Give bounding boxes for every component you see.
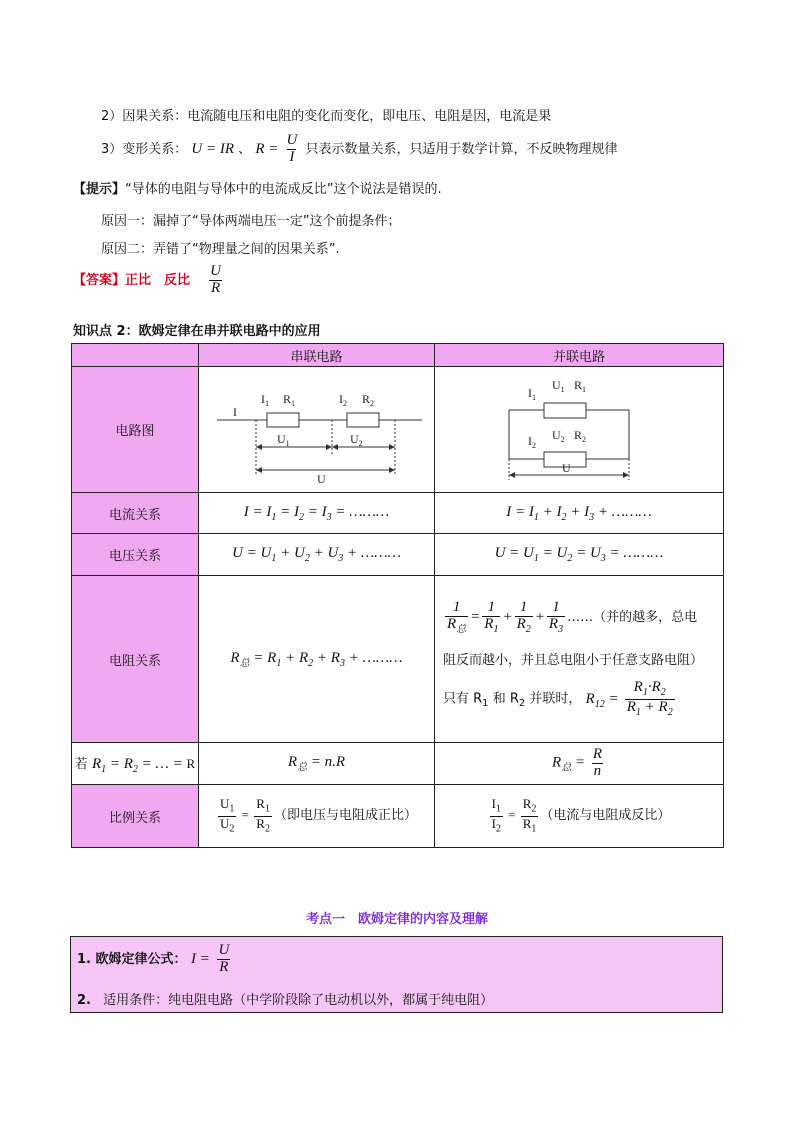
svg-text:I2: $I_2$ [528,433,536,450]
row-label-equal-resistors: 若 $R_1 = R_2$ = … = R [72,743,199,785]
transform-line: 3）变形关系： U = IR 、 R = $\frac{U}{I}$ 只表示数量关系，只适用于数学计算，不反映物理规律 [101,132,618,165]
reason-two: 原因二：弄错了“物理量之间的因果关系”. [101,242,340,257]
parallel-voltage-formula: $U = U_1 = U_2 = U_3$ = ……… [435,534,724,576]
svg-text:U1: $U_1$ [276,431,290,448]
series-current-formula: $I = I_1 = I_2 = I_3$ = ……… [199,493,435,534]
row-label-resistance: 电阻关系 [72,576,199,743]
parallel-resistance-note-2: 阻反而越小，并且总电阻小于任意支路电阻） [443,653,704,669]
transform-prefix: 3）变形关系： [101,141,188,157]
svg-text:R2: $R_2$ [361,391,374,408]
series-parallel-table [71,343,724,848]
parallel-equal-formula: $R_总$ = $\frac{R}{n}$ [435,743,724,785]
applicability-line [77,989,493,1008]
parallel-resistance-note-1: ……（并的越多，总电 [567,610,698,625]
series-ratio-cell: $\frac{U_1}{U_2}$ = $\frac{R_1}{R_2}$ （即电压与电阻成正比） [199,785,435,848]
transform-suffix: 只表示数量关系，只适用于数学计算，不反映物理规律 [305,141,618,157]
equal-label: 若 [74,756,88,772]
header-empty [72,344,199,367]
svg-text:I2: $I_2$ [338,391,347,408]
svg-text:U2: $U_2$ [349,431,363,448]
svg-text:R2: $R_2$ [574,427,587,444]
tip-label: 【提示】 [73,182,126,197]
series-ratio-note: （即电压与电阻成正比） [273,808,417,824]
series-resistance-formula: $R_总 = R_1 + R_2 + R_3$ + ……… [199,576,435,743]
note3-b: 和 R [492,691,519,707]
section-title: 考点一 欧姆定律的内容及理解 [305,912,488,927]
series-equal-formula: $R_总 = n.R$ [199,743,435,785]
note3-a: 只有 R [443,691,483,707]
svg-text:U: U [562,460,571,475]
parallel-ratio-cell: $\frac{I_1}{I_2}$ = $\frac{R_2}{R_1}$ （电流与电阻成反比） [435,785,724,848]
item2-num: 2. [77,993,91,1008]
row-label-voltage: 电压关系 [72,534,199,576]
series-circuit-svg [207,375,427,485]
note3-c: 并联时， [529,691,582,707]
series-circuit-diagram [199,367,435,493]
svg-text:I1: $I_1$ [528,385,536,402]
parallel-ratio-note: （电流与电阻成反比） [540,808,671,824]
item2-text: 适用条件：纯电阻电路（中学阶段除了电动机以外，都属于纯电阻） [103,993,494,1008]
header-series: 串联电路 [199,344,435,367]
svg-text:U2: $U_2$ [552,427,565,444]
svg-text:U1: $U_1$ [552,377,565,394]
answer-line: 【答案】正比 反比 $\frac{U}{R}$ [73,263,222,296]
parallel-resistance-cell: $\frac{1}{R_总}$ = $\frac{1}{R_1}$ + $\frac{1}{R_2}$ + $\frac{1}{R_3}$ ……（并的越多，总电 阻反而越小，并且总电阻小于任意支路电阻） 只有 $R_1$ 和 $R_2$ 并联时， $R_{12}$ = $\frac{R_1\cdot R_2}{R_1 + R_2}$ [435,576,724,743]
tip-line [73,178,442,197]
svg-text:I: I [232,404,237,419]
header-parallel: 并联电路 [435,344,724,367]
answer-text: 正比 反比 [125,272,191,288]
parallel-circuit-diagram [435,367,724,493]
row-label-current: 电流关系 [72,493,199,534]
ohms-law-box [70,936,723,1013]
svg-text:I1: $I_1$ [260,391,269,408]
parallel-circuit-svg [504,375,654,485]
cause-effect-line: 2）因果关系：电流随电压和电阻的变化而变化，即电压、电阻是因，电流是果 [101,109,552,124]
svg-text:R1: $R_1$ [574,377,587,394]
parallel-current-formula: $I = I_1 + I_2 + I_3$ + ……… [435,493,724,534]
svg-text:R1: $R_1$ [282,391,295,408]
knowledge-point-2-title: 知识点 2：欧姆定律在串并联电路中的应用 [73,324,321,339]
series-voltage-formula: $U = U_1 + U_2 + U_3$ + ……… [199,534,435,576]
formula-label: 1. 欧姆定律公式： [77,951,187,967]
ohms-law-formula-line: 1. 欧姆定律公式： I = $\frac{U}{R}$ [77,942,230,975]
row-label-circuit: 电路图 [72,367,199,493]
reason-one: 原因一：漏掉了“导体两端电压一定”这个前提条件； [101,214,401,229]
answer-label: 【答案】 [73,272,126,288]
tip-text: “导体的电阻与导体中的电流成反比”这个说法是错误的. [125,182,442,197]
row-label-ratio: 比例关系 [72,785,199,848]
svg-text:U: U [316,471,326,485]
